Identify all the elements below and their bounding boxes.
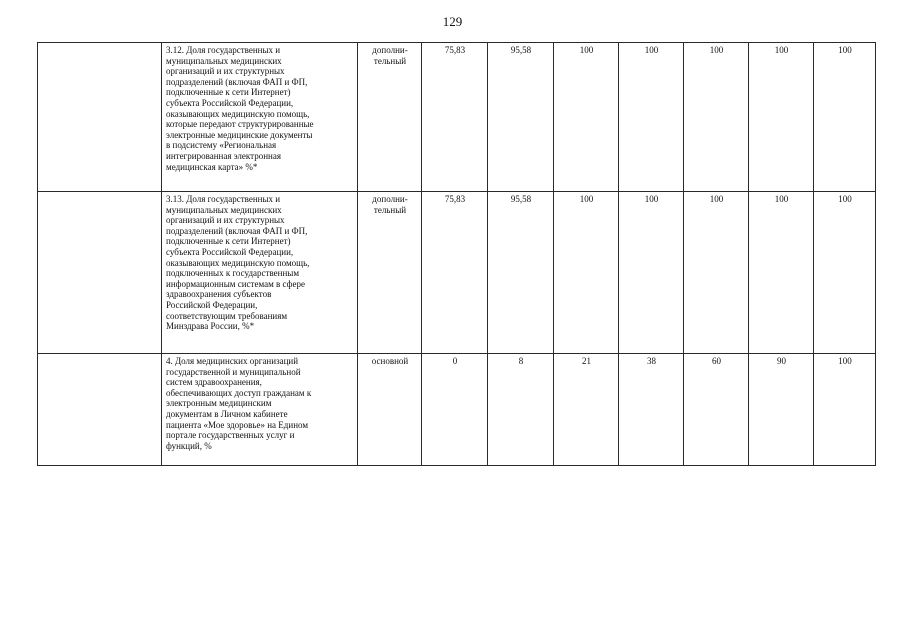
indicator-name-line: здравоохранения субъектов xyxy=(166,289,272,300)
indicator-name-line: пациента «Мое здоровье» на Едином xyxy=(166,419,309,430)
page-number: 129 xyxy=(442,14,463,29)
indicator-name-line: Минздрава России, %* xyxy=(166,321,255,332)
value-cell: 90 xyxy=(749,354,814,466)
indicator-name-line: функций, % xyxy=(166,440,212,451)
table-row xyxy=(38,192,876,354)
indicator-name-line: муниципальных медицинских xyxy=(166,55,282,66)
indicator-name-line: в подсистему «Региональная xyxy=(166,140,277,151)
value-cell: 100 xyxy=(619,192,684,354)
value-cell: 60 xyxy=(684,354,749,466)
indicator-type-line: дополни- xyxy=(372,194,408,204)
indicator-name-line: 4. Доля медицинских организаций xyxy=(166,356,299,366)
blank-cell xyxy=(38,192,162,354)
indicators-table xyxy=(37,42,876,466)
indicator-type-line: тельный xyxy=(373,55,407,66)
value-cell: 0 xyxy=(422,354,488,466)
indicator-type-line: тельный xyxy=(373,204,407,215)
indicator-name-line: оказывающих медицинскую помощь, xyxy=(166,257,310,268)
indicator-name-line: документам в Личном кабинете xyxy=(166,408,288,419)
indicator-name-line: которые передают структурированные xyxy=(166,119,314,130)
indicator-type-cell xyxy=(358,354,422,466)
indicator-type-line: дополни- xyxy=(372,45,408,55)
blank-cell xyxy=(38,43,162,192)
indicator-name-line: организаций и их структурных xyxy=(166,66,285,77)
indicator-name-line: обеспечивающих доступ гражданам к xyxy=(166,387,312,398)
indicator-name-cell xyxy=(162,192,358,354)
value-cell: 75,83 xyxy=(422,43,488,192)
indicator-name-line: соответствующим требованиям xyxy=(166,310,288,321)
value-cell: 100 xyxy=(619,43,684,192)
value-cell: 100 xyxy=(684,192,749,354)
indicator-name-cell xyxy=(162,354,358,466)
indicator-name-cell xyxy=(162,43,358,192)
value-cell: 100 xyxy=(749,43,814,192)
indicator-name-line: интегрированная электронная xyxy=(166,150,281,161)
table-row xyxy=(38,354,876,466)
value-cell: 100 xyxy=(814,43,876,192)
indicator-name-line: подключенных к государственным xyxy=(166,268,300,279)
indicator-name-line: 3.13. Доля государственных и xyxy=(166,194,281,204)
indicator-name-line: медицинская карта» %* xyxy=(166,161,258,172)
value-cell: 100 xyxy=(814,192,876,354)
indicator-name-line: систем здравоохранения, xyxy=(166,377,262,388)
table-row xyxy=(38,43,876,192)
indicator-name-line: оказывающих медицинскую помощь, xyxy=(166,108,310,119)
value-cell: 95,58 xyxy=(488,43,554,192)
indicator-name-line: муниципальных медицинских xyxy=(166,204,282,215)
indicator-name-line: Российской Федерации, xyxy=(166,299,258,310)
indicator-type-cell xyxy=(358,43,422,192)
indicator-name-line: подразделений (включая ФАП и ФП, xyxy=(166,76,308,87)
indicator-name-line: 3.12. Доля государственных и xyxy=(166,45,281,55)
value-cell: 100 xyxy=(554,192,619,354)
value-cell: 75,83 xyxy=(422,192,488,354)
indicator-name-line: субъекта Российской Федерации, xyxy=(166,246,294,257)
indicator-name-line: подразделений (включая ФАП и ФП, xyxy=(166,225,308,236)
value-cell: 95,58 xyxy=(488,192,554,354)
value-cell: 100 xyxy=(749,192,814,354)
value-cell: 100 xyxy=(814,354,876,466)
value-cell: 38 xyxy=(619,354,684,466)
indicator-name-line: государственной и муниципальной xyxy=(166,366,301,377)
indicator-type-cell xyxy=(358,192,422,354)
indicator-name-line: информационным системам в сфере xyxy=(166,278,305,289)
indicator-name-line: организаций и их структурных xyxy=(166,215,285,226)
indicator-name-line: подключенные к сети Интернет) xyxy=(166,87,291,98)
indicator-name-line: портале государственных услуг и xyxy=(166,430,295,441)
indicator-name-line: субъекта Российской Федерации, xyxy=(166,97,294,108)
value-cell: 100 xyxy=(684,43,749,192)
indicator-name-line: подключенные к сети Интернет) xyxy=(166,236,291,247)
indicator-name-line: электронные медицинские документы xyxy=(166,129,313,140)
blank-cell xyxy=(38,354,162,466)
indicator-type-line: основной xyxy=(371,356,409,366)
value-cell: 100 xyxy=(554,43,619,192)
value-cell: 8 xyxy=(488,354,554,466)
value-cell: 21 xyxy=(554,354,619,466)
indicator-name-line: электронным медицинским xyxy=(166,398,272,409)
